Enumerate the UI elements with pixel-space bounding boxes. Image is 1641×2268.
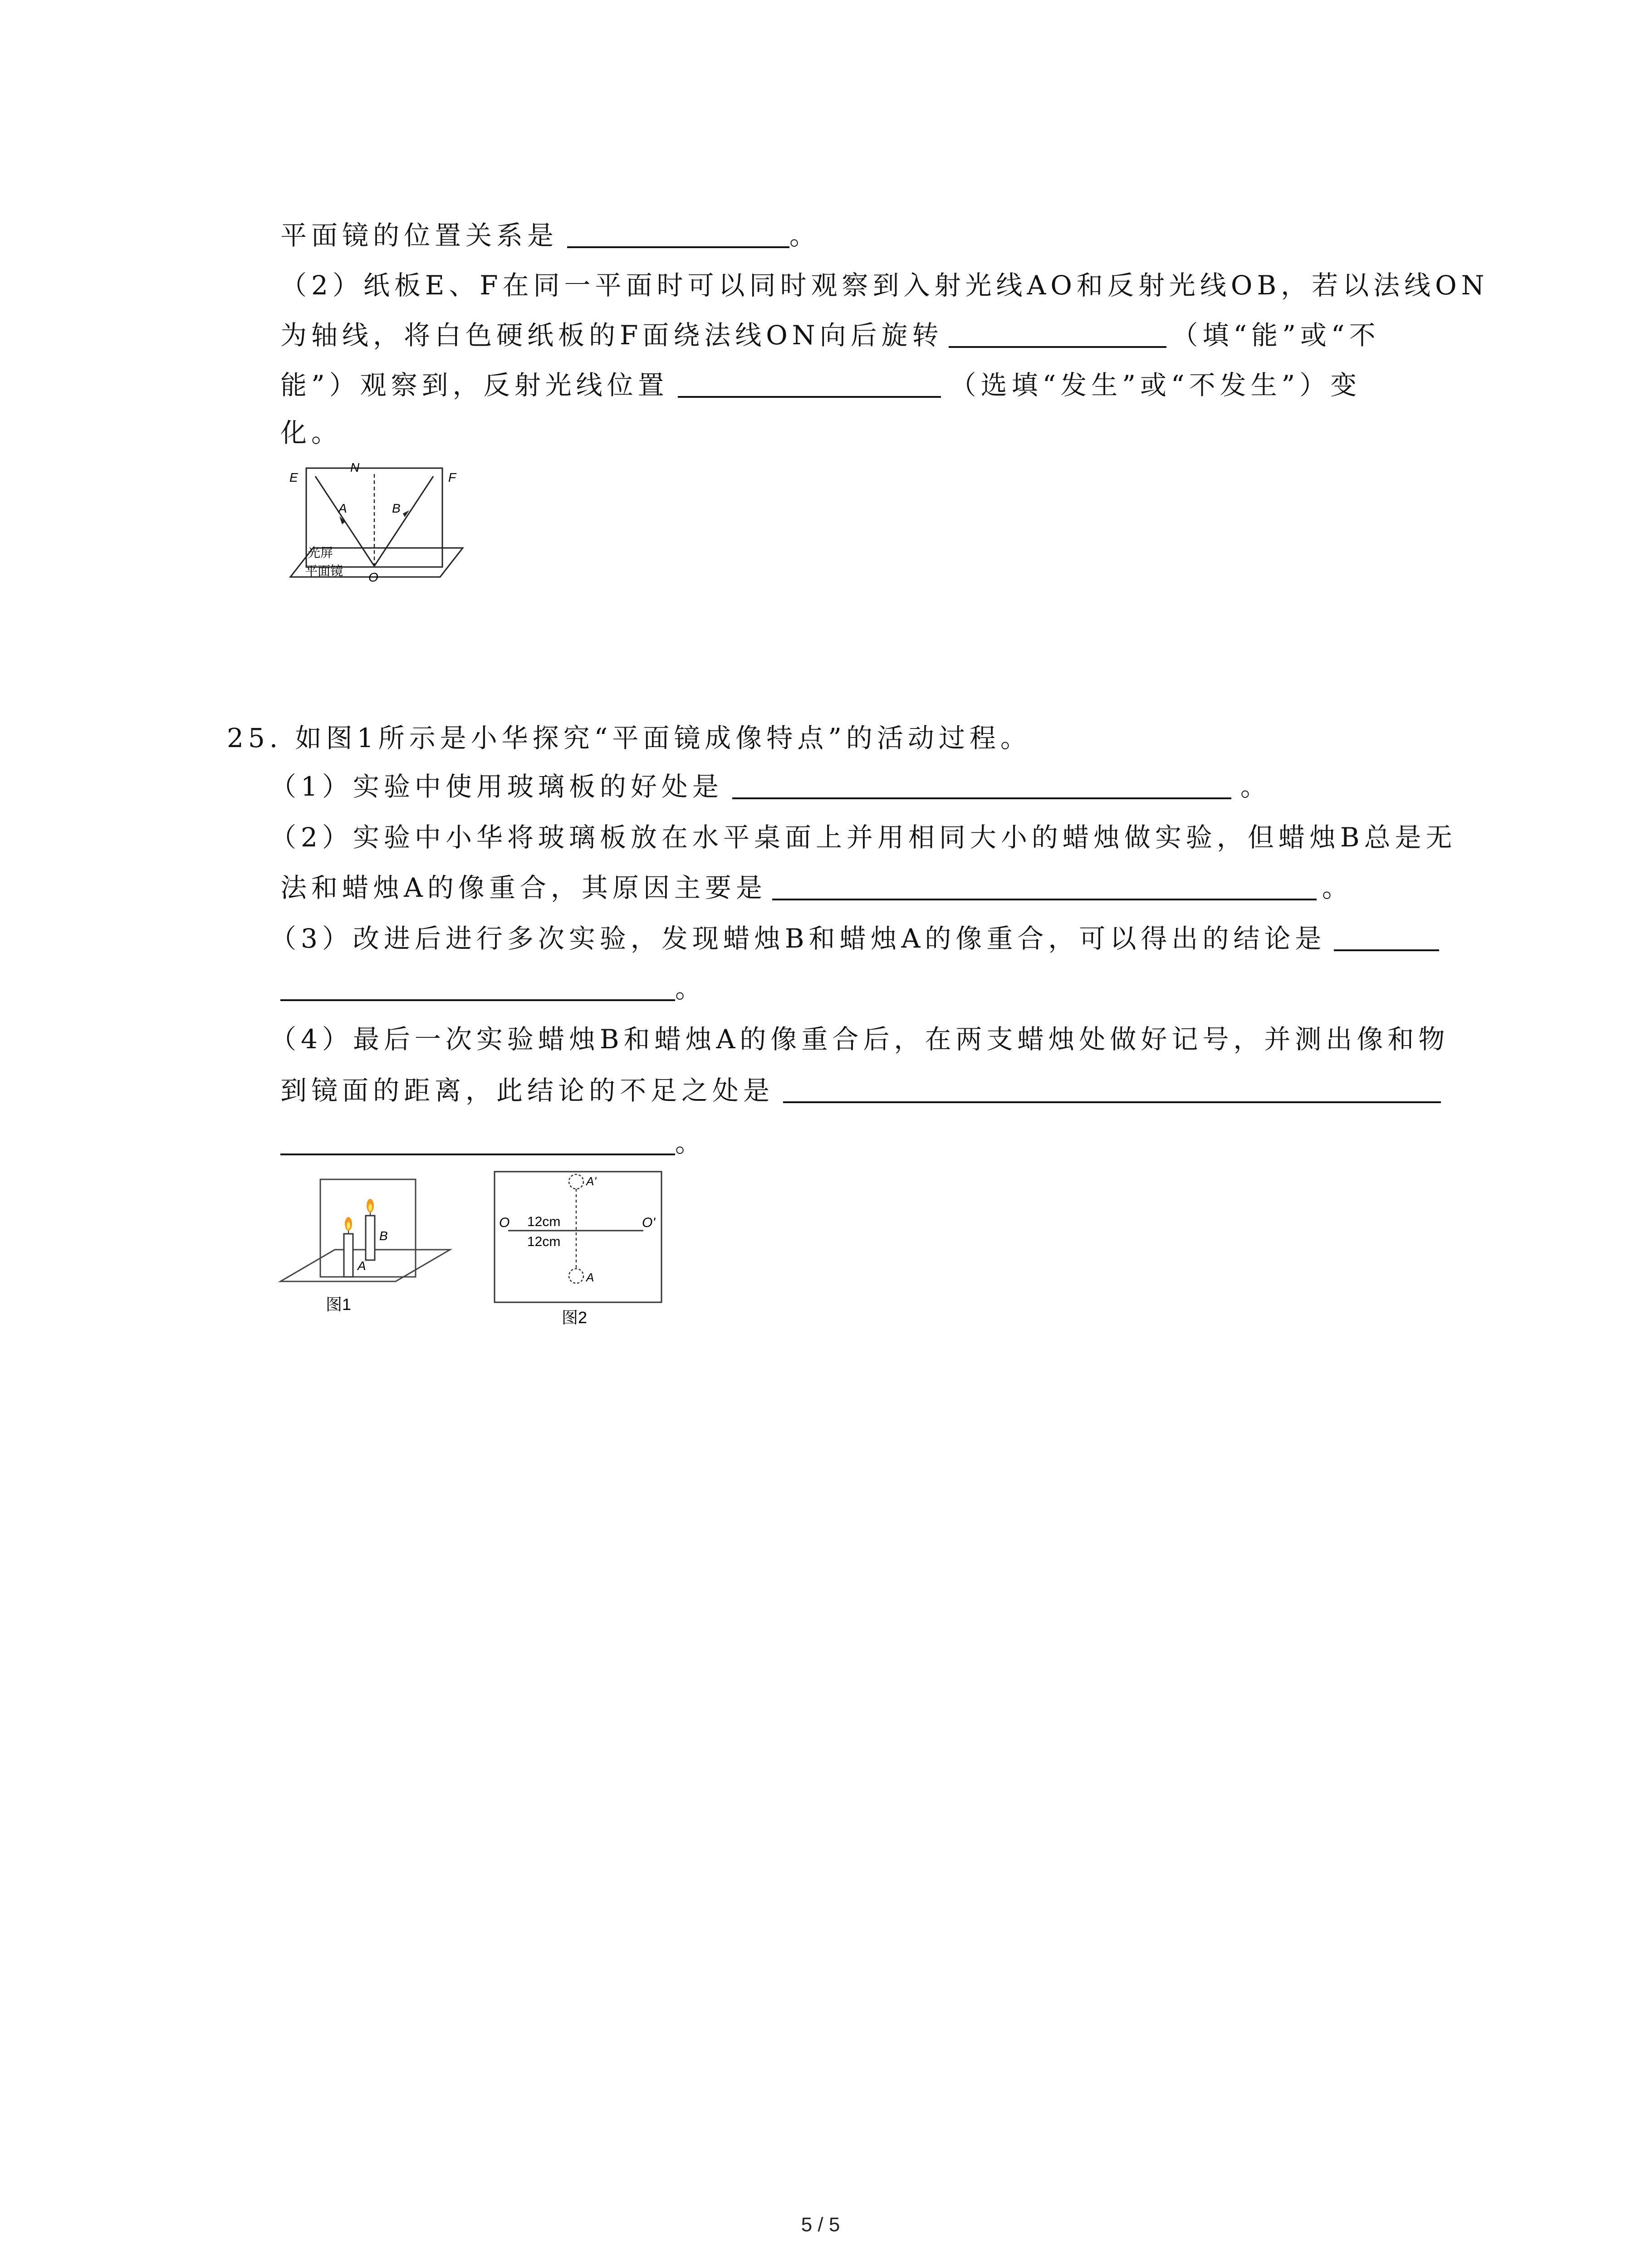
top-view-diagram <box>485 1163 676 1329</box>
reflection-diagram <box>281 458 472 590</box>
label-o: O <box>499 1215 510 1230</box>
label-A: A <box>338 501 347 515</box>
distance-top-label: 12cm <box>527 1214 561 1229</box>
q24-line-1: 平面镜的位置关系是 。 <box>280 220 821 251</box>
reflected-ray <box>374 476 433 566</box>
q25-part-4-line-1: （4）最后一次实验蜡烛B和蜡烛A的像重合后，在两支蜡烛处做好记号，并测出像和物 <box>270 1024 1450 1055</box>
q25-part-4-line-3: 。 <box>280 1129 706 1156</box>
label-a-prime: A' <box>586 1174 597 1188</box>
image-a-prime <box>569 1174 583 1189</box>
label-o-prime: O' <box>642 1215 656 1230</box>
label-candle-b: B <box>379 1229 388 1243</box>
candle-a <box>344 1234 353 1277</box>
label-N: N <box>350 460 360 474</box>
reflection-experiment-figure <box>281 458 472 590</box>
label-E: E <box>289 470 298 484</box>
q25-title: 25. 如图1所示是小华探究“平面镜成像特点”的活动过程。 <box>227 723 1031 753</box>
answer-blank-conclusion-a[interactable] <box>1334 927 1439 951</box>
answer-blank-can-observe[interactable] <box>949 323 1166 348</box>
answer-blank-shortcoming-a[interactable] <box>783 1079 1441 1103</box>
label-screen: 光屏 <box>308 546 333 560</box>
q25-part-2-line-1: （2）实验中小华将玻璃板放在水平桌面上并用相同大小的蜡烛做实验，但蜡烛B总是无 <box>270 822 1457 853</box>
candle-glass-diagram <box>277 1175 458 1329</box>
figure-2-caption: 图2 <box>562 1308 588 1327</box>
label-O: O <box>368 570 378 584</box>
figure-2 <box>485 1163 676 1329</box>
q25-part-2-line-2: 法和蜡烛A的像重合，其原因主要是 。 <box>280 872 1353 903</box>
figure-1-caption: 图1 <box>326 1295 352 1314</box>
figure-1 <box>277 1175 458 1329</box>
answer-blank-mirror-relation[interactable] <box>567 224 789 248</box>
page-number: 5 / 5 <box>801 2214 840 2236</box>
label-B: B <box>392 501 401 515</box>
distance-bottom-label: 12cm <box>527 1234 561 1249</box>
answer-blank-position-change[interactable] <box>678 373 941 398</box>
answer-blank-reason[interactable] <box>772 876 1317 900</box>
label-a: A <box>586 1271 594 1284</box>
label-F: F <box>448 470 456 484</box>
answer-blank-shortcoming-b[interactable] <box>280 1131 675 1155</box>
q24-line-3: 为轴线，将白色硬纸板的F面绕法线ON向后旋转 （填“能”或“不 <box>280 320 1380 351</box>
q24-line-4: 能”）观察到，反射光线位置 （选填“发生”或“不发生”）变 <box>280 370 1362 401</box>
answer-blank-conclusion-b[interactable] <box>280 977 675 1001</box>
candle-b <box>366 1216 375 1260</box>
q24-line-5: 化。 <box>280 417 343 448</box>
q24-line-2: （2）纸板E、F在同一平面时可以同时观察到入射光线AO和反射光线OB，若以法线ON <box>280 270 1489 301</box>
q25-part-3-line-2: 。 <box>280 975 706 1002</box>
label-candle-a: A <box>358 1259 366 1273</box>
answer-blank-glass-benefit[interactable] <box>732 775 1231 799</box>
q25-part-1: （1）实验中使用玻璃板的好处是 。 <box>270 771 1271 802</box>
q25-part-4-line-2: 到镜面的距离，此结论的不足之处是 <box>280 1077 1441 1104</box>
q25-part-3-line-1: （3）改进后进行多次实验，发现蜡烛B和蜡烛A的像重合，可以得出的结论是 <box>270 925 1439 952</box>
label-mirror: 平面镜 <box>305 564 343 578</box>
object-a <box>569 1269 583 1283</box>
